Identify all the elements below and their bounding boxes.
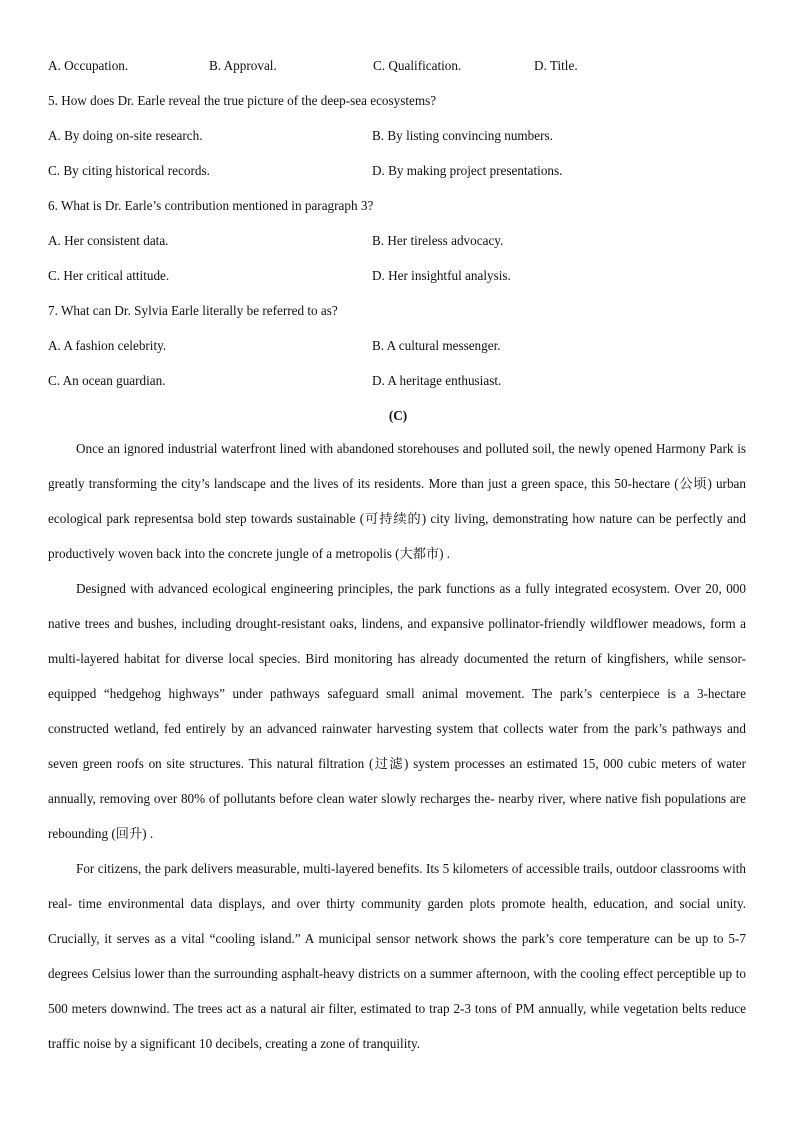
q5-stem: 5. How does Dr. Earle reveal the true picture of the deep-sea ecosystems?	[48, 93, 437, 108]
q5-option-b: B. By listing convincing numbers.	[372, 128, 553, 143]
q4-option-d: D. Title.	[534, 58, 578, 73]
q5-option-c: C. By citing historical records.	[48, 163, 210, 178]
q4-option-c: C. Qualification.	[373, 58, 462, 73]
q6-option-d: D. Her insightful analysis.	[372, 268, 511, 283]
q6-option-a: A. Her consistent data.	[48, 233, 169, 248]
q7-option-a: A. A fashion celebrity.	[48, 338, 167, 353]
passage-paragraph-1: Once an ignored industrial waterfront lined with abandoned storehouses and polluted soil, the newly opened Harmony Park is greatly transforming the city’s landscape and the lives of its residents. More than just a green space, this 50-hectare (公顷) urban ecological park representsa bold step towards sustainable (可持续的) city living, demonstrating how nature can be perfectly and productively woven back into the concrete jungle of a metropolis (大都市) .	[48, 441, 746, 561]
q6-option-b: B. Her tireless advocacy.	[372, 233, 504, 248]
q4-option-a: A. Occupation.	[48, 58, 129, 73]
q7-option-d: D. A heritage enthusiast.	[372, 373, 502, 388]
q5-option-a: A. By doing on-site research.	[48, 128, 203, 143]
section-heading: (C)	[388, 408, 408, 423]
passage-paragraph-3: For citizens, the park delivers measurable, multi-layered benefits. Its 5 kilometers of accessible trails, outdoor classrooms with real- time environmental data displays, and over thirty community garden plots promote health, education, and social unity. Crucially, it serves as a vital “cooling island.” A municipal sensor network shows the park’s core temperature can be up to 5-7 degrees Celsius lower than the surrounding asphalt-heavy districts on a summer afternoon, with the cooling effect perceptible up to 500 meters downwind. The trees act as a natural air filter, estimated to trap 2-3 tons of PM annually, while vegetation belts reduce traffic noise by a significant 10 decibels, creating a zone of tranquility.	[48, 861, 746, 1051]
q4-option-b: B. Approval.	[209, 58, 277, 73]
q7-option-b: B. A cultural messenger.	[372, 338, 501, 353]
q6-option-c: C. Her critical attitude.	[48, 268, 170, 283]
q5-option-d: D. By making project presentations.	[372, 163, 563, 178]
q6-stem: 6. What is Dr. Earle’s contribution mentioned in paragraph 3?	[48, 198, 374, 213]
q7-option-c: C. An ocean guardian.	[48, 373, 166, 388]
q7-stem: 7. What can Dr. Sylvia Earle literally be referred to as?	[48, 303, 338, 318]
passage-paragraph-2: Designed with advanced ecological engineering principles, the park functions as a fully integrated ecosystem. Over 20, 000 native trees and bushes, including drought-resistant oaks, lindens, and expansive pollinator-friendly wildflower meadows, form a multi-layered habitat for diverse local species. Bird monitoring has already documented the return of kingfishers, while sensor-equipped “hedgehog highways” under pathways safeguard small animal movement. The park’s centerpiece is a 3-hectare constructed wetland, fed entirely by an advanced rainwater harvesting system that collects water from the park’s pathways and seven green roofs on site structures. This natural filtration (过滤) system processes an estimated 15, 000 cubic meters of water annually, removing over 80% of pollutants before clean water slowly recharges the- nearby river, where native fish populations are rebounding (回升) .	[48, 581, 746, 841]
